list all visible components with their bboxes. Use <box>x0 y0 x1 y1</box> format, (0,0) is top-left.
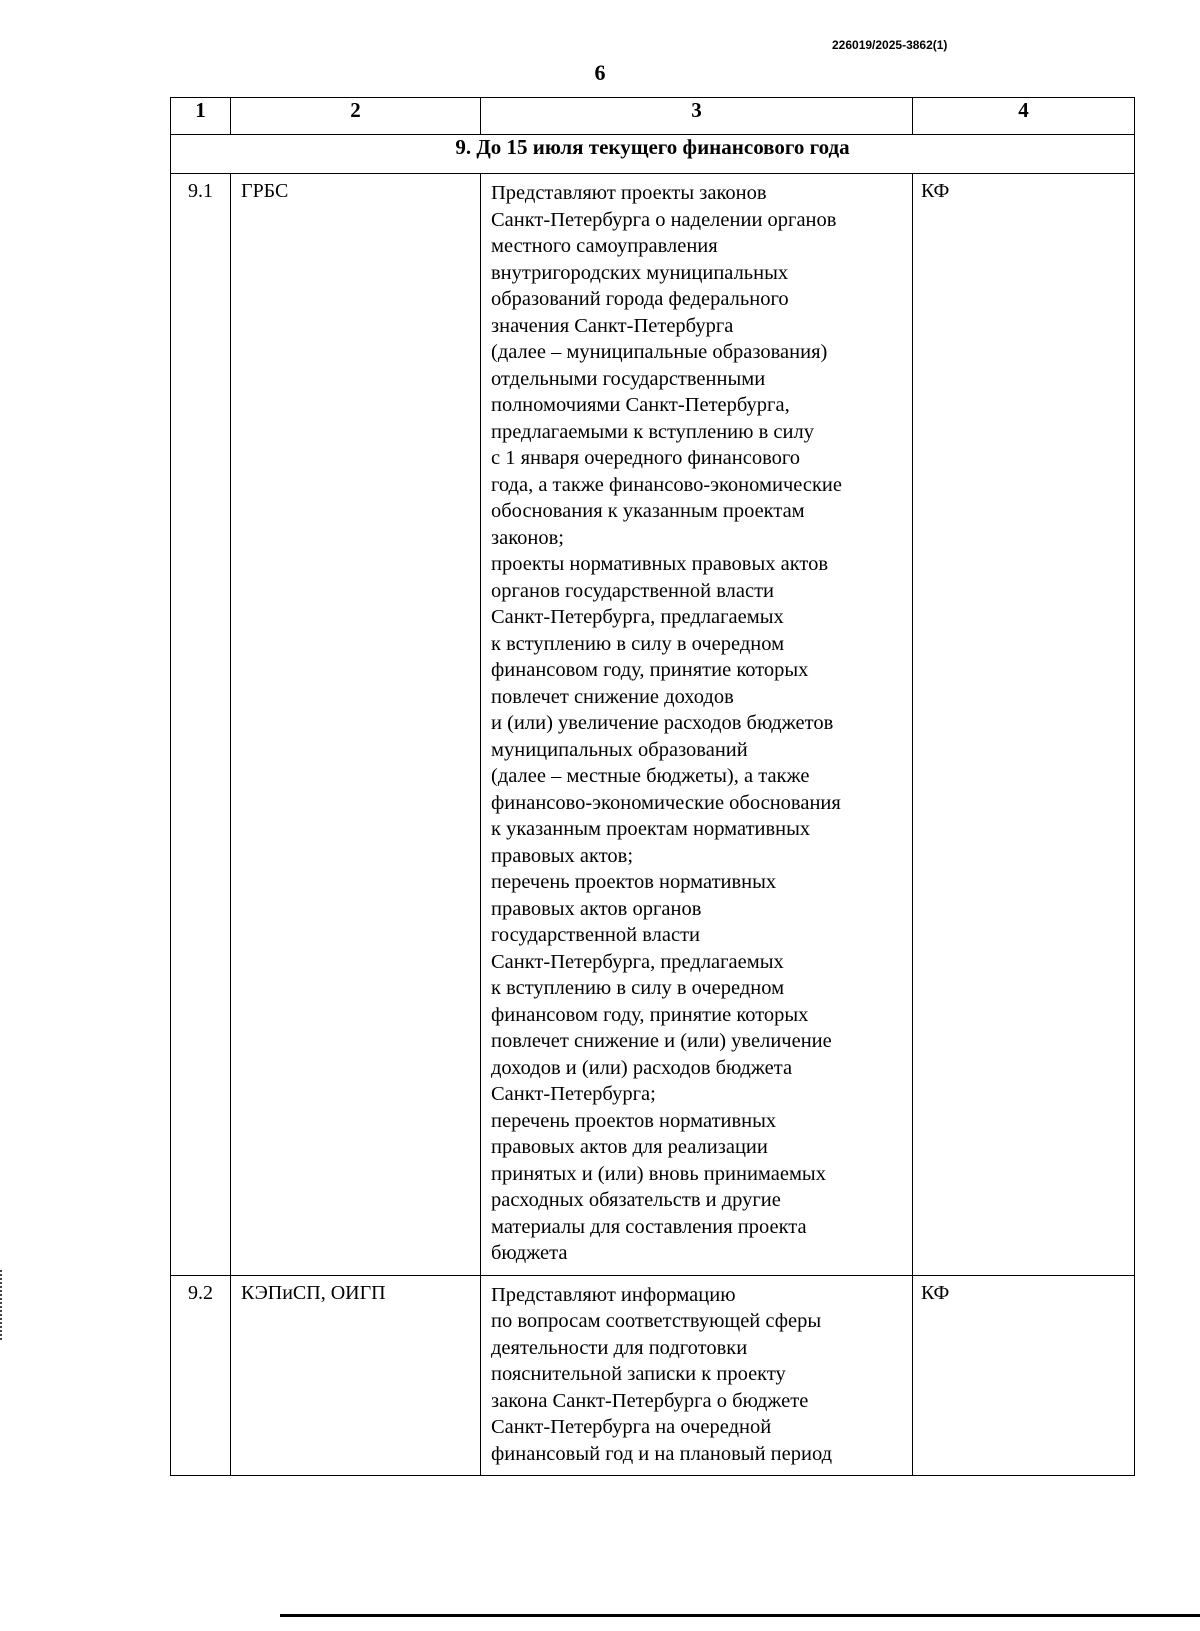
description-line: значения Санкт-Петербурга <box>491 314 734 337</box>
description-line: финансовый год и на плановый период <box>491 1442 833 1465</box>
description-line: отдельными государственными <box>491 367 766 390</box>
description-line: государственной власти <box>491 924 700 946</box>
description-line: правовых актов органов <box>491 897 702 920</box>
description-line: с 1 января очередного финансового <box>491 447 801 469</box>
description-line: образований города федерального <box>491 288 789 310</box>
description-line: расходных обязательств и другие <box>491 1189 781 1211</box>
description-line: полномочиями Санкт-Петербурга, <box>491 394 790 416</box>
description-line: к указанным проектам нормативных <box>491 818 811 840</box>
description-line: предлагаемыми к вступлению в силу <box>491 420 814 443</box>
section-row <box>171 135 1135 174</box>
description-line: внутригородских муниципальных <box>491 261 789 284</box>
description-line: деятельности для подготовки <box>491 1336 748 1359</box>
description-line: доходов и (или) расходов бюджета <box>491 1056 793 1079</box>
description-line: принятых и (или) вновь принимаемых <box>491 1162 826 1185</box>
row-number: 9.1 <box>171 174 231 1276</box>
row-participant: ГРБС <box>231 174 481 1276</box>
description-line: к вступлению в силу в очередном <box>491 632 785 655</box>
description-line: Представляют информацию <box>491 1283 736 1306</box>
description-line: и (или) увеличение расходов бюджетов <box>491 712 834 734</box>
description-line: к вступлению в силу в очередном <box>491 977 785 999</box>
column-header: 3 <box>481 98 913 135</box>
description-line: по вопросам соответствующей сферы <box>491 1310 822 1332</box>
description-line: Санкт-Петербурга о наделении органов <box>491 208 837 231</box>
page-number: 6 <box>594 60 606 85</box>
description-line: Санкт-Петербурга на очередной <box>491 1416 772 1438</box>
document-number: 226019/2025-3862(1) <box>832 38 948 52</box>
description-line: материалы для составления проекта <box>491 1215 807 1238</box>
description-line: законов; <box>491 526 564 549</box>
description-line: бюджета <box>491 1242 568 1264</box>
row-participant: КЭПиСП, ОИГП <box>231 1275 481 1476</box>
section-title: 9. До 15 июля текущего финансового года <box>171 135 1135 174</box>
description-line: муниципальных образований <box>491 738 748 761</box>
column-header: 1 <box>171 98 231 135</box>
table-header-row <box>171 98 1135 135</box>
row-responsible: КФ <box>913 174 1135 1276</box>
description-line: (далее – местные бюджеты), а также <box>491 765 810 787</box>
description-line: финансово-экономические обоснования <box>491 791 841 814</box>
table-row <box>171 1275 1135 1476</box>
description-line: закона Санкт-Петербурга о бюджете <box>491 1389 809 1412</box>
description-line: Санкт-Петербурга, предлагаемых <box>491 950 784 973</box>
scan-margin-mark <box>0 1270 4 1340</box>
column-header: 4 <box>913 98 1135 135</box>
description-line: финансовом году, принятие которых <box>491 1003 809 1026</box>
description-line: правовых актов; <box>491 844 634 867</box>
description-line: повлечет снижение и (или) увеличение <box>491 1030 832 1052</box>
description-line: Санкт-Петербурга, предлагаемых <box>491 606 784 628</box>
row-description <box>481 1275 913 1476</box>
description-line: местного самоуправления <box>491 235 718 257</box>
description-line: перечень проектов нормативных <box>491 1109 777 1132</box>
description-line: повлечет снижение доходов <box>491 685 734 708</box>
column-header: 2 <box>231 98 481 135</box>
row-responsible: КФ <box>913 1275 1135 1476</box>
description-line: проекты нормативных правовых актов <box>491 553 828 575</box>
description-line: перечень проектов нормативных <box>491 871 777 893</box>
description-line: органов государственной власти <box>491 579 775 602</box>
schedule-table <box>170 97 1135 1476</box>
description-line: обоснования к указанным проектам <box>491 500 805 522</box>
description-line: правовых актов для реализации <box>491 1136 768 1158</box>
description-line: пояснительной записки к проекту <box>491 1363 786 1385</box>
row-number: 9.2 <box>171 1275 231 1476</box>
description-line: (далее – муниципальные образования) <box>491 341 828 363</box>
description-line: Санкт-Петербурга; <box>491 1083 656 1105</box>
scan-bottom-edge <box>280 1614 1200 1617</box>
description-line: Представляют проекты законов <box>491 182 767 204</box>
table-row <box>171 174 1135 1276</box>
description-line: года, а также финансово-экономические <box>491 473 842 496</box>
row-description <box>481 174 913 1276</box>
description-line: финансовом году, принятие которых <box>491 659 809 681</box>
